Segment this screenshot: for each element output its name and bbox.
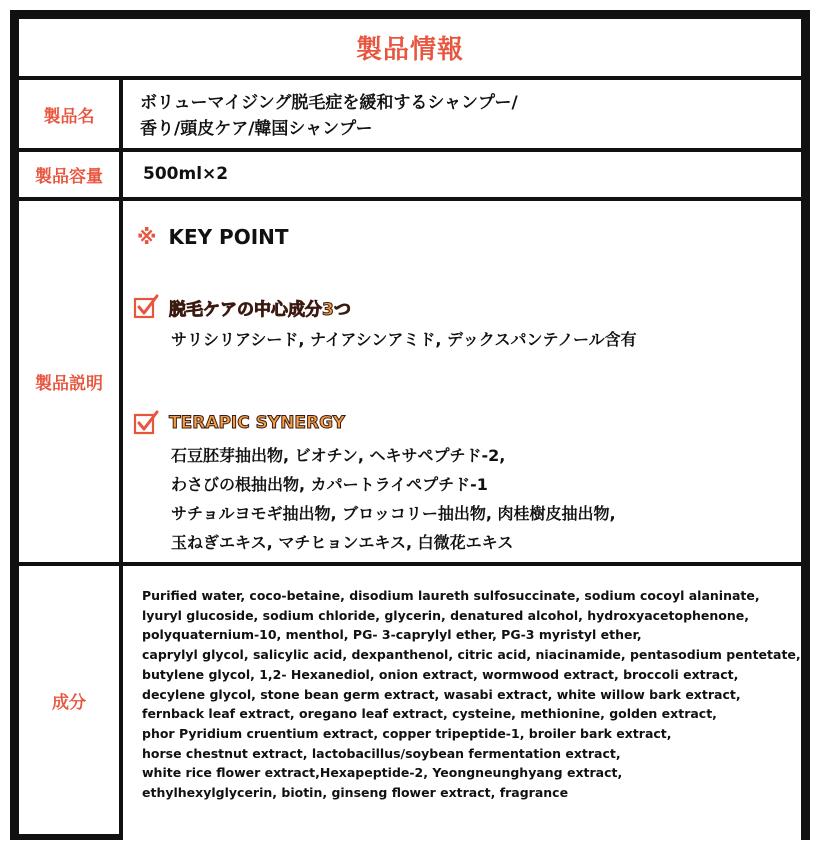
capacity-label: 製品容量	[35, 167, 103, 187]
ingredients-label-cell	[19, 566, 119, 834]
ingredient-line: caprylyl glycol, salicylic acid, dexpanthenol, citric acid, niacinamide, pentasodium pentetate,	[142, 647, 801, 663]
section-line: 玉ねぎエキス, マチヒョンエキス, 白微花エキス	[171, 533, 514, 552]
section-heading	[133, 409, 616, 437]
section-line: サリシリアシード, ナイアシンアミド, デックスパンテノール含有	[171, 330, 637, 349]
product-name-line: 香り/頭皮ケア/韓国シャンプー	[140, 119, 373, 139]
ingredient-line: butylene glycol, 1,2- Hexanediol, onion extract, wormwood extract, broccoli extract,	[142, 666, 739, 682]
capacity-label-cell	[19, 152, 119, 197]
description-label-cell	[19, 201, 119, 562]
description-section	[133, 409, 616, 557]
section-line: わさびの根抽出物, カパートライペプチド-1	[171, 475, 488, 494]
product-name-label: 製品名	[43, 106, 95, 127]
section-line: 石豆胚芽抽出物, ビオチン, ヘキサペプチド-2,	[171, 446, 506, 465]
capacity-value: 500ml×2	[143, 164, 229, 184]
section-body	[171, 441, 616, 557]
product-name-value	[140, 90, 518, 142]
section-heading	[133, 293, 637, 321]
product-name-line: ボリューマイジング脱毛症を緩和するシャンプー/	[140, 93, 518, 113]
section-body	[171, 325, 637, 354]
ingredient-line: Purified water, coco-betaine, disodium laureth sulfosuccinate, sodium cocoyl alaninate,	[142, 588, 760, 603]
table-header	[19, 19, 801, 76]
ingredients-list	[142, 586, 801, 803]
description-label: 製品説明	[35, 374, 103, 394]
ingredient-line: decylene glycol, stone bean germ extract, wasabi extract, white willow bark extract,	[142, 686, 741, 702]
checkbox-checked-icon	[133, 410, 159, 436]
page-title: 製品情報	[355, 35, 464, 65]
product-name-label-cell	[19, 80, 119, 148]
checkbox-checked-icon	[133, 294, 159, 320]
key-point-heading	[137, 225, 289, 249]
ingredient-line: phor Pyridium cruentium extract, copper tripeptide-1, broiler bark extract,	[142, 725, 672, 741]
description-section	[133, 293, 637, 354]
ingredient-line: horse chestnut extract, lactobacillus/soybean fermentation extract,	[142, 745, 621, 761]
capacity-value-cell	[123, 152, 801, 197]
ingredient-line: polyquaternium-10, menthol, PG- 3-caprylyl ether, PG-3 myristyl ether,	[142, 627, 642, 643]
ingredients-label: 成分	[52, 692, 86, 713]
description-value-cell	[123, 201, 801, 562]
ingredients-value-cell	[123, 566, 801, 866]
section-title: TERAPIC SYNERGY	[169, 413, 346, 433]
key-point-label: KEY POINT	[168, 225, 289, 249]
section-line: サチョルヨモギ抽出物, ブロッコリー抽出物, 肉桂樹皮抽出物,	[171, 504, 616, 523]
section-title: 脱毛ケアの中心成分3つ	[169, 299, 351, 320]
ingredient-line: fernback leaf extract, oregano leaf extract, cysteine, methionine, golden extract,	[142, 706, 717, 722]
ingredient-line: lyuryl glucoside, sodium chloride, glycerin, denatured alcohol, hydroxyacetophenone,	[142, 607, 750, 623]
ingredient-line: ethylhexylglycerin, biotin, ginseng flower extract, fragrance	[142, 785, 569, 801]
ingredient-line: white rice flower extract,Hexapeptide-2, Yeongneunghyang extract,	[142, 765, 623, 781]
product-info-table	[10, 10, 810, 840]
reference-mark: ※	[137, 225, 157, 249]
product-name-value-cell	[123, 80, 801, 148]
